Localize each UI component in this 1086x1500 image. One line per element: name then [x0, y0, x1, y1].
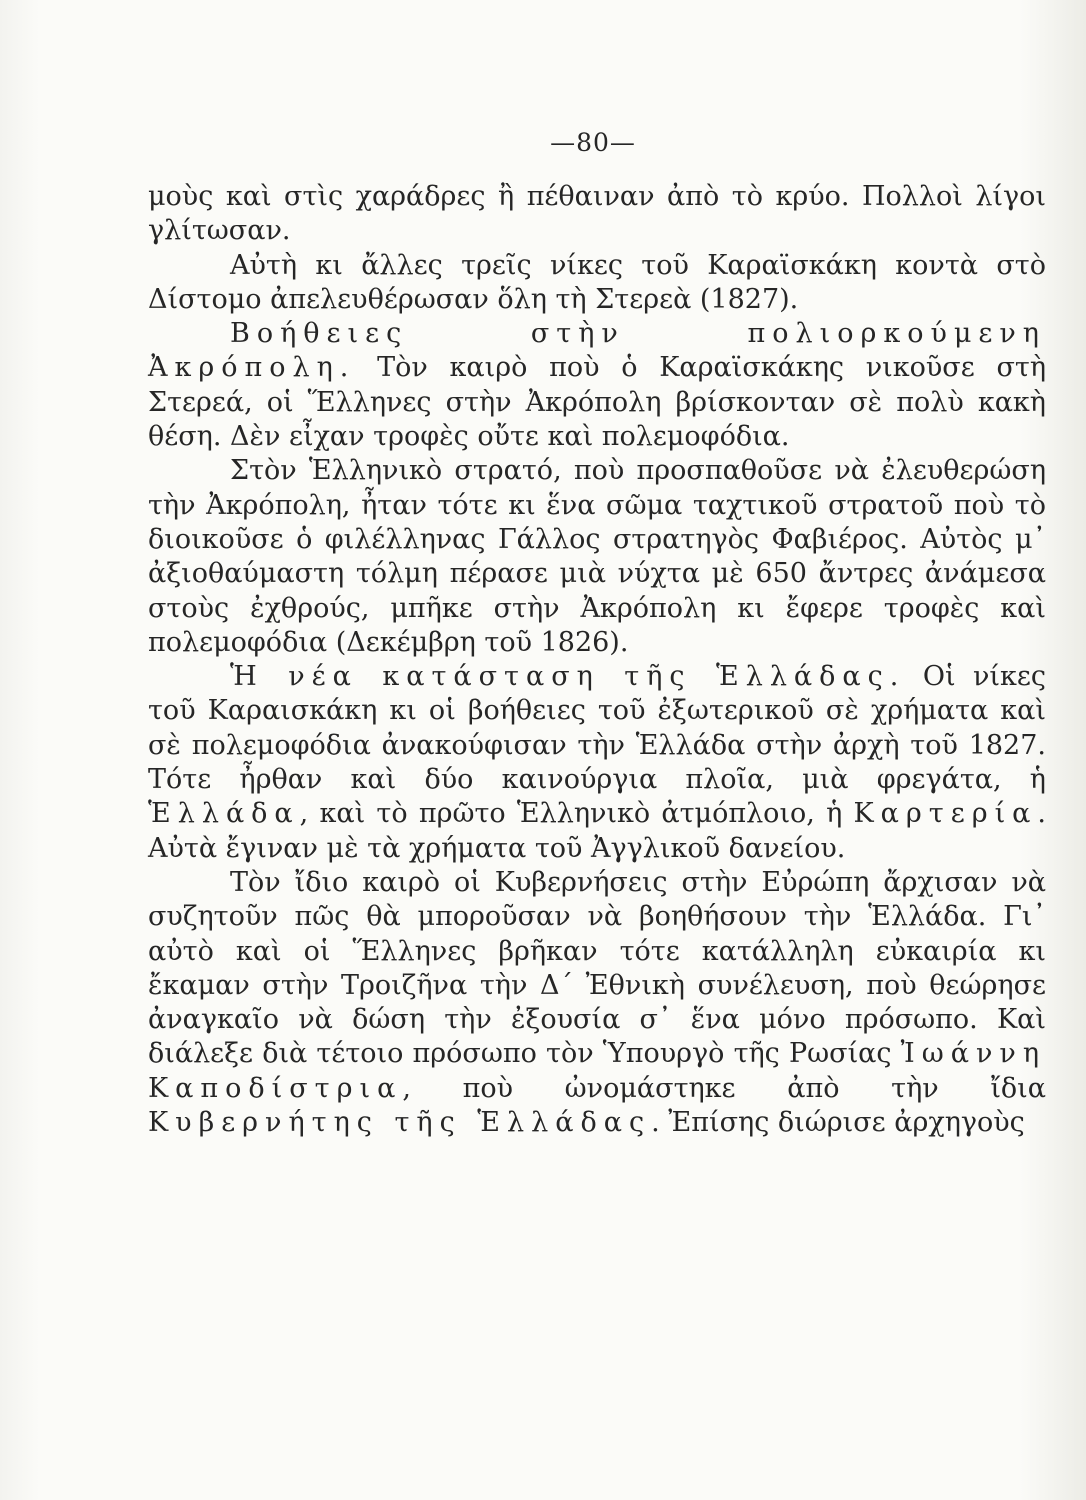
- paragraph-text: Τὸν ἴδιο καιρὸ οἱ Κυβερνήσεις στὴν Εὐρώπη ἄρχισαν νὰ συζητοῦν πῶς θὰ μποροῦσαν νὰ βοηθήσουν τὴν Ἑλλάδα. Γι᾽ αὐτὸ καὶ οἱ Ἕλληνες βρῆκαν τότε κατάλληλη εὐκαιρία κι ἔκαμαν στὴν Τροιζῆνα τὴν Δ΄ Ἐθνικὴ συνέλευση, ποὺ θεώρησε ἀναγκαῖο νὰ δώση τὴν ἐξουσία σ᾽ ἕνα μόνο πρόσωπο. Καὶ διάλεξε διὰ τέτοιο πρόσωπο τὸν Ὑπουργὸ τῆς Ρωσίας: [148, 866, 1046, 1070]
- paragraph-text: Τὸν καιρὸ ποὺ ὁ Καραϊσκάκης νικοῦσε στὴ Στερεά, οἱ Ἕλληνες στὴν Ἀκρόπολη βρίσκονταν σὲ πολὺ κακὴ θέση. Δὲν εἶχαν τροφὲς οὔτε καὶ πολεμοφόδια.: [148, 352, 1046, 453]
- spaced-heading-text: Ἡ νέα κατάσταση τῆς Ἑλλάδας.: [230, 661, 906, 693]
- paragraph: [148, 866, 1046, 1140]
- spaced-heading-text: Καρτερία: [853, 798, 1038, 830]
- paragraph-text: Στὸν Ἑλληνικὸ στρατό, ποὺ προσπαθοῦσε νὰ ἐλευθερώση τὴν Ἀκρόπολη, ἦταν τότε κι ἕνα σῶμα ταχτικοῦ στρατοῦ ποὺ τὸ διοικοῦσε ὁ φιλέλληνας Γάλλος στρατηγὸς Φαβιέρος. Αὐτὸς μ᾽ ἀξιοθαύμαστη τόλμη πέρασε μιὰ νύχτα μὲ 650 ἄντρες ἀνάμεσα στοὺς ἐχθρούς, μπῆκε στὴν Ἀκρόπολη κι ἔφερε τροφὲς καὶ πολεμοφόδια (Δεκέμβρη τοῦ 1826).: [148, 455, 1046, 658]
- paragraph: [148, 317, 1046, 454]
- paragraph-text: , ποὺ ὠνομάστηκε ἀπὸ τὴν ἴδια: [402, 1072, 1046, 1104]
- spaced-heading-text: Ἑλλάδα: [148, 798, 300, 830]
- paragraph: [148, 249, 1046, 318]
- paragraph-text: Αὐτὴ κι ἄλλες τρεῖς νίκες τοῦ Καραϊσκάκη κοντὰ στὸ Δίστομο ἀπελευθέρωσαν ὅλη τὴ Στερεὰ (1827).: [148, 249, 1046, 315]
- paragraph-text: μοὺς καὶ στὶς χαράδρες ἢ πέθαιναν ἀπὸ τὸ κρύο. Πολλοὶ λίγοι γλίτωσαν.: [148, 181, 1046, 247]
- page-number: —80—: [550, 128, 636, 157]
- paragraph-text: Οἱ νίκες τοῦ Καραισκάκη κι οἱ βοήθειες τοῦ ἐξωτερικοῦ σὲ χρήματα καὶ σὲ πολεμοφόδια ἀνακούφισαν τὴν Ἑλλάδα στὴν ἀρχὴ τοῦ 1827. Τότε ἦρθαν καὶ δύο καινούργια πλοῖα, μιὰ φρεγάτα, ἡ: [148, 661, 1047, 796]
- paragraph-text: . Ἐπίσης διώρισε ἀρχηγοὺς: [651, 1107, 1025, 1139]
- paragraph-text: , καὶ τὸ πρῶτο Ἑλληνικὸ ἀτμόπλοιο, ἡ: [299, 798, 854, 830]
- spaced-heading-text: Κυβερνήτης τῆς Ἑλλάδας: [148, 1107, 652, 1139]
- body-text: [148, 180, 1046, 1140]
- paragraph: [148, 660, 1046, 866]
- paragraph-text: . Αὐτὰ ἔγιναν μὲ τὰ χρήματα τοῦ Ἀγγλικοῦ δανείου.: [148, 798, 1046, 864]
- paragraph: [148, 454, 1046, 660]
- paragraph: [148, 180, 1046, 249]
- spaced-heading-text: Ἰωάννη Καποδίστρια: [148, 1038, 1046, 1104]
- spaced-heading-text: Βοήθειες στὴν πολιορκούμενη Ἀκρόπολη.: [148, 318, 1046, 384]
